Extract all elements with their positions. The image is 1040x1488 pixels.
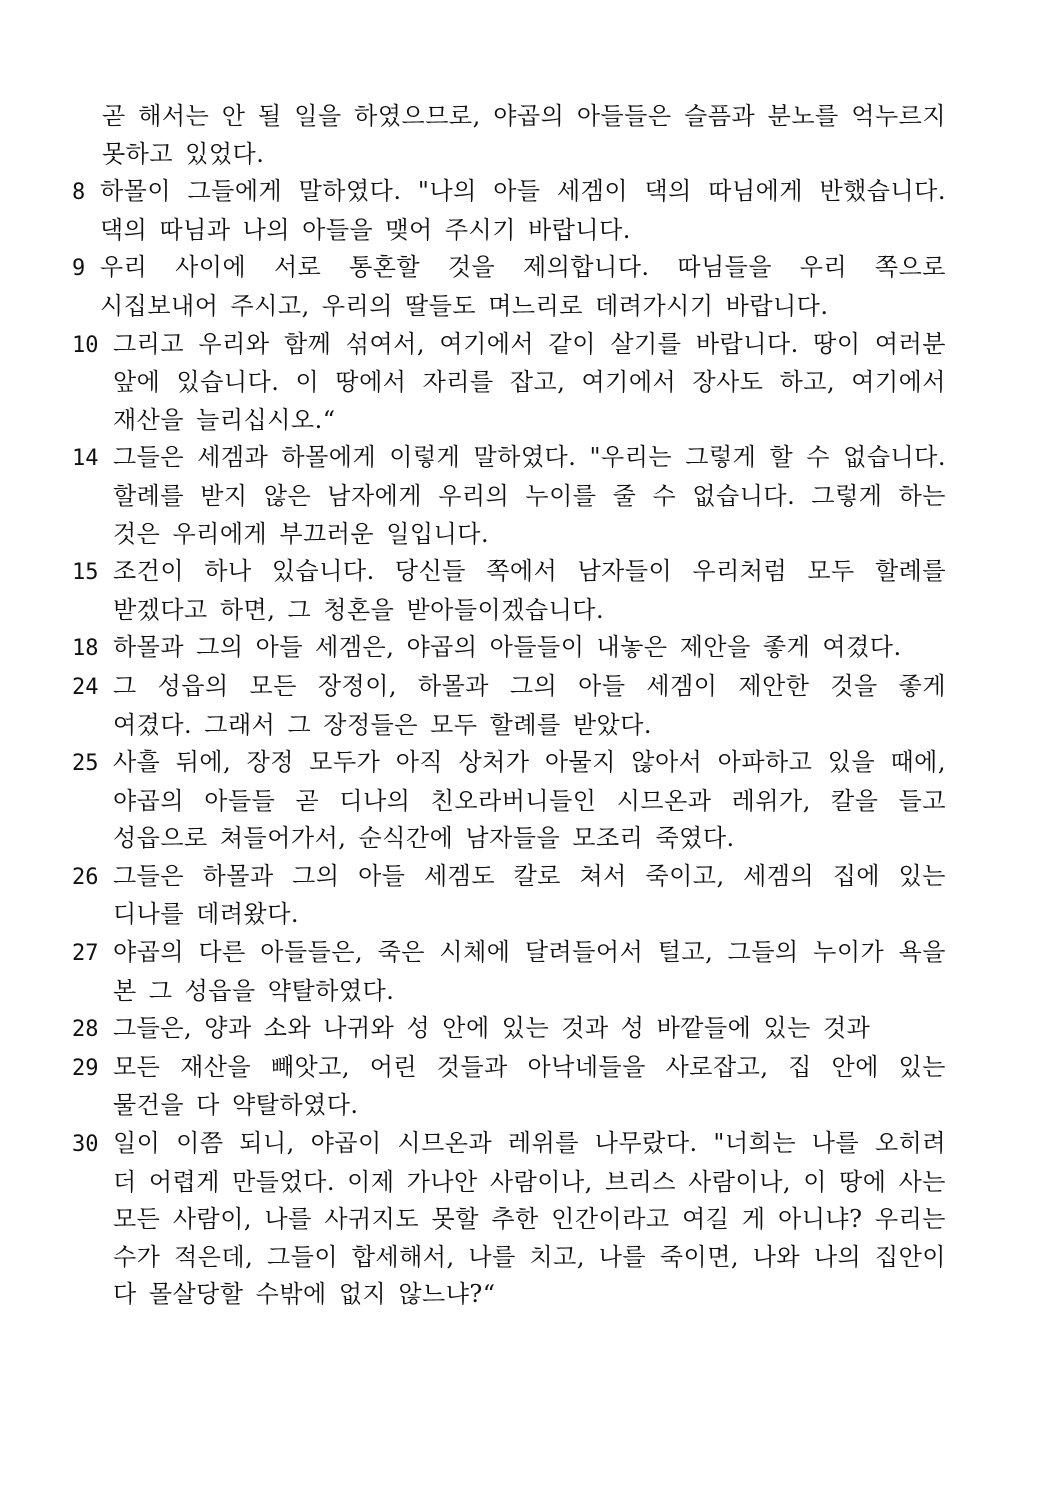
verse-number: 27 bbox=[72, 941, 99, 967]
verse-9 bbox=[72, 249, 946, 325]
verse-number: 9 bbox=[72, 256, 86, 282]
verse-number: 14 bbox=[72, 446, 99, 472]
verse-27 bbox=[72, 934, 946, 1010]
verse-8 bbox=[72, 173, 946, 249]
verse-number: 15 bbox=[72, 560, 99, 586]
verse-text: 그리고 우리와 함께 섞여서, 여기에서 같이 살기를 바랍니다. 땅이 여러분 앞에 있습니다. 이 땅에서 자리를 잡고, 여기에서 장사도 하고, 여기에서 재산을 늘리십시오.“ bbox=[113, 329, 946, 434]
verse-text: 조건이 하나 있습니다. 당신들 쪽에서 남자들이 우리처럼 모두 할례를 받겠다고 하면, 그 청혼을 받아들이겠습니다. bbox=[113, 557, 946, 624]
verse-text: 사흘 뒤에, 장정 모두가 아직 상처가 아물지 않아서 아파하고 있을 때에, 야곱의 아들들 곧 디나의 친오라버니들인 시므온과 레위가, 칼을 들고 성읍으로 쳐들어가서, 순식간에 남자들을 모조리 죽였다. bbox=[113, 748, 946, 853]
document-page bbox=[72, 98, 946, 1314]
verse-28 bbox=[72, 1010, 946, 1049]
verse-number: 8 bbox=[72, 180, 86, 206]
verse-30 bbox=[72, 1125, 946, 1314]
verse-18 bbox=[72, 629, 946, 668]
verse-text: 일이 이쯤 되니, 야곱이 시므온과 레위를 나무랐다. "너희는 나를 오히려 더 어렵게 만들었다. 이제 가나안 사람이나, 브리스 사람이나, 이 땅에 사는 모든 사람이, 나를 사귀지도 못할 추한 인간이라고 여길 게 아니냐? 우리는 수가 적은데, 그들이 합세해서, 나를 치고, 나를 죽이면, 나와 나의 집안이 다 몰살당할 수밖에 없지 않느냐?“ bbox=[113, 1129, 946, 1309]
verse-26 bbox=[72, 858, 946, 934]
verse-number: 28 bbox=[72, 1017, 99, 1043]
verse-text: 곧 해서는 안 될 일을 하였으므로, 야곱의 아들들은 슬픔과 분노를 억누르지 못하고 있었다. bbox=[102, 102, 946, 168]
verse-number: 10 bbox=[72, 332, 99, 358]
verse-number: 24 bbox=[72, 674, 99, 700]
verse-10 bbox=[72, 326, 946, 440]
verse-text: 그들은 하몰과 그의 아들 세겜도 칼로 쳐서 죽이고, 세겜의 집에 있는 디나를 데려왔다. bbox=[113, 861, 946, 929]
verse-number: 30 bbox=[72, 1132, 99, 1158]
verse-number: 29 bbox=[72, 1055, 99, 1081]
verse-continuation bbox=[72, 98, 946, 173]
verse-14 bbox=[72, 439, 946, 553]
verse-text: 야곱의 다른 아들들은, 죽은 시체에 달려들어서 털고, 그들의 누이가 욕을 본 그 성읍을 약탈하였다. bbox=[113, 938, 946, 1005]
verse-15 bbox=[72, 553, 946, 629]
verse-number: 25 bbox=[72, 751, 99, 777]
verse-number: 18 bbox=[72, 636, 99, 662]
verse-text: 그들은, 양과 소와 나귀와 성 안에 있는 것과 성 바깥들에 있는 것과 bbox=[113, 1014, 871, 1043]
verse-text: 그들은 세겜과 하몰에게 이렇게 말하였다. "우리는 그렇게 할 수 없습니다. 할례를 받지 않은 남자에게 우리의 누이를 줄 수 없습니다. 그렇게 하는 것은 우리에게 부끄러운 일입니다. bbox=[113, 443, 946, 548]
verse-25 bbox=[72, 744, 946, 858]
verse-text: 모든 재산을 빼앗고, 어린 것들과 아낙네들을 사로잡고, 집 안에 있는 물건을 다 약탈하였다. bbox=[113, 1052, 946, 1120]
verse-number: 26 bbox=[72, 864, 99, 890]
verse-29 bbox=[72, 1049, 946, 1125]
verse-24 bbox=[72, 668, 946, 744]
verse-text: 하몰이 그들에게 말하였다. "나의 아들 세겜이 댁의 따님에게 반했습니다. 댁의 따님과 나의 아들을 맺어 주시기 바랍니다. bbox=[100, 177, 946, 244]
verse-text: 그 성읍의 모든 장정이, 하몰과 그의 아들 세겜이 제안한 것을 좋게 여겼다. 그래서 그 장정들은 모두 할례를 받았다. bbox=[113, 671, 946, 739]
verse-text: 하몰과 그의 아들 세겜은, 야곱의 아들들이 내놓은 제안을 좋게 여겼다. bbox=[113, 633, 902, 662]
verse-text: 우리 사이에 서로 통혼할 것을 제의합니다. 따님들을 우리 쪽으로 시집보내어 주시고, 우리의 딸들도 며느리로 데려가시기 바랍니다. bbox=[100, 253, 946, 320]
